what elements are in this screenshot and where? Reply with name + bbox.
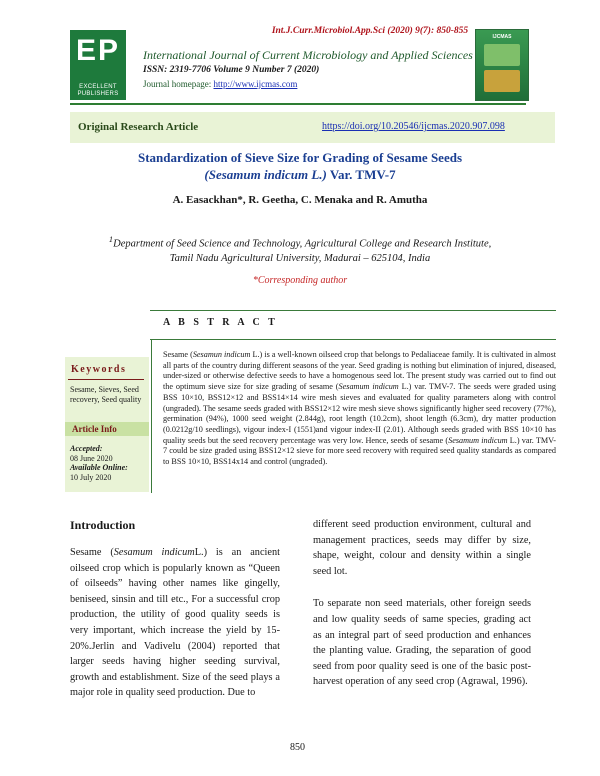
intro-paragraph-2: different seed production environment, cultural and management practices, seeds may differ by size, shape, weight, colour and density within a single seed lot.: [313, 519, 531, 577]
abstract-bottom-rule: [150, 339, 556, 340]
publisher-logo: [70, 30, 126, 100]
affiliation-marker: 1: [108, 234, 114, 244]
variety-name: Var. TMV-7: [326, 167, 396, 182]
introduction-heading: Introduction: [70, 518, 136, 532]
authors: A. Easackhan*, R. Geetha, C. Menaka and R. Amutha: [172, 194, 428, 206]
article-type: Original Research Article: [78, 121, 199, 133]
doi-link[interactable]: https://doi.org/10.20546/ijcmas.2020.907.098: [322, 121, 505, 132]
article-title-line2: [60, 167, 540, 183]
abstract-heading: A B S T R A C T: [163, 317, 278, 328]
journal-reference: Int.J.Curr.Microbiol.App.Sci (2020) 9(7): 850-855: [271, 26, 469, 36]
intro-paragraph-3: To separate non seed materials, other foreign seeds and low quality seeds of same species, grading act as an integral part of seed production and enhances the planting value. Grading, the separation of good seed from poor quality seed is one of the basic post-harvest operation of any seed crop (Agrawal, 1996).: [313, 598, 531, 688]
introduction-column-right: [313, 517, 531, 690]
homepage-link[interactable]: http://www.ijcmas.com: [213, 79, 298, 89]
doi-link-container: [322, 121, 505, 132]
issn-line: ISSN: 2319-7706 Volume 9 Number 7 (2020): [143, 65, 320, 75]
keywords-rule: [68, 379, 144, 380]
logo-letters: EP: [75, 34, 121, 67]
affiliation-line2: Tamil Nadu Agricultural University, Madurai – 625104, India: [169, 252, 431, 264]
intro-paragraph-1: Sesame (Sesamum indicumL.) is an ancient oilseed crop which is popularly known as “Queen of oilseeds” having other names like gingelly, beniseed, sinsin and till etc., For a successful crop production, the utility of good quality seeds is very important, which increase the yield by 15-20%.Jerlin and Vadivelu (2004) reported that larger seeds having higher seeding survival, growth and establishment. Size of the seed plays a major role in quality seed production. Due to: [70, 547, 280, 699]
abstract-divider: [151, 340, 152, 493]
corresponding-author: *Corresponding author: [252, 275, 348, 286]
species-name: (Sesamum indicum L.): [204, 167, 327, 182]
journal-homepage: [143, 79, 297, 89]
journal-cover-image: [475, 29, 529, 101]
affiliation-line1: Department of Seed Science and Technology, Agricultural College and Research Institute,: [113, 238, 492, 250]
keywords-heading: Keywords: [71, 364, 127, 375]
abstract-text: Sesame (Sesamun indicum L.) is a well-known oilseed crop that belongs to Pedaliaceae family. It is cultivated in almost all parts of the country during different seasons of the year. Seed grading is nothing but elimination of injured, diseased, under-sized or otherwise defective seeds to have a homogenous seed lot. The present study was carried out to find out the optimum sieve size for size grading of sesame (Sesamum indicum L.) var. TMV-7. The seeds were graded using BSS 10×10, BSS12×12 and BSS14×14 wire mesh sieves and evaluated for quality parameters along with control (ungraded). The sesame seeds graded with BSS12×12 wire mesh sieve shows significantly higher seed recovery (77%), germination (94%), 1000 seed weight (2.844g), root length (10.2cm), shoot length (6.3cm), dry matter production (0.0212g/10 seedlings), vigour index-I (1551)and vigour index-II (2.01). Although seeds graded with BSS 10×10 has quality seeds but the seed recovery percentage was very low. Hence, seeds of sesame (Sesamum indicum L.) var. TMV-7 could be size graded using BSS12×12 sieve for more seed recovery with required seed quality standards as compared to BSS 10×10, BSS14x14 and control (ungraded).: [163, 350, 557, 467]
cover-photo-bottom: [484, 70, 520, 92]
article-dates: [70, 444, 128, 482]
header-divider: [70, 103, 526, 105]
affiliation: [60, 232, 540, 266]
cover-photo-top: [484, 44, 520, 66]
page-number: 850: [290, 742, 305, 753]
journal-title: International Journal of Current Microbiology and Applied Sciences: [143, 48, 473, 62]
homepage-label: Journal homepage:: [143, 79, 214, 89]
article-title-line1: Standardization of Sieve Size for Grading of Sesame Seeds: [137, 150, 463, 165]
abstract-top-rule: [150, 310, 556, 311]
logo-text: EXCELLENT PUBLISHERS: [77, 84, 119, 97]
accepted-date: 08 June 2020: [70, 453, 113, 463]
online-date: 10 July 2020: [70, 472, 112, 482]
online-label: Available Online:: [70, 463, 128, 472]
article-info-heading: Article Info: [72, 424, 117, 434]
introduction-column-left: [70, 545, 280, 701]
keywords-list: Sesame, Sieves, Seed recovery, Seed quality: [70, 385, 142, 404]
accepted-label: Accepted:: [70, 444, 103, 453]
cover-title: IJCMAS: [492, 34, 512, 40]
